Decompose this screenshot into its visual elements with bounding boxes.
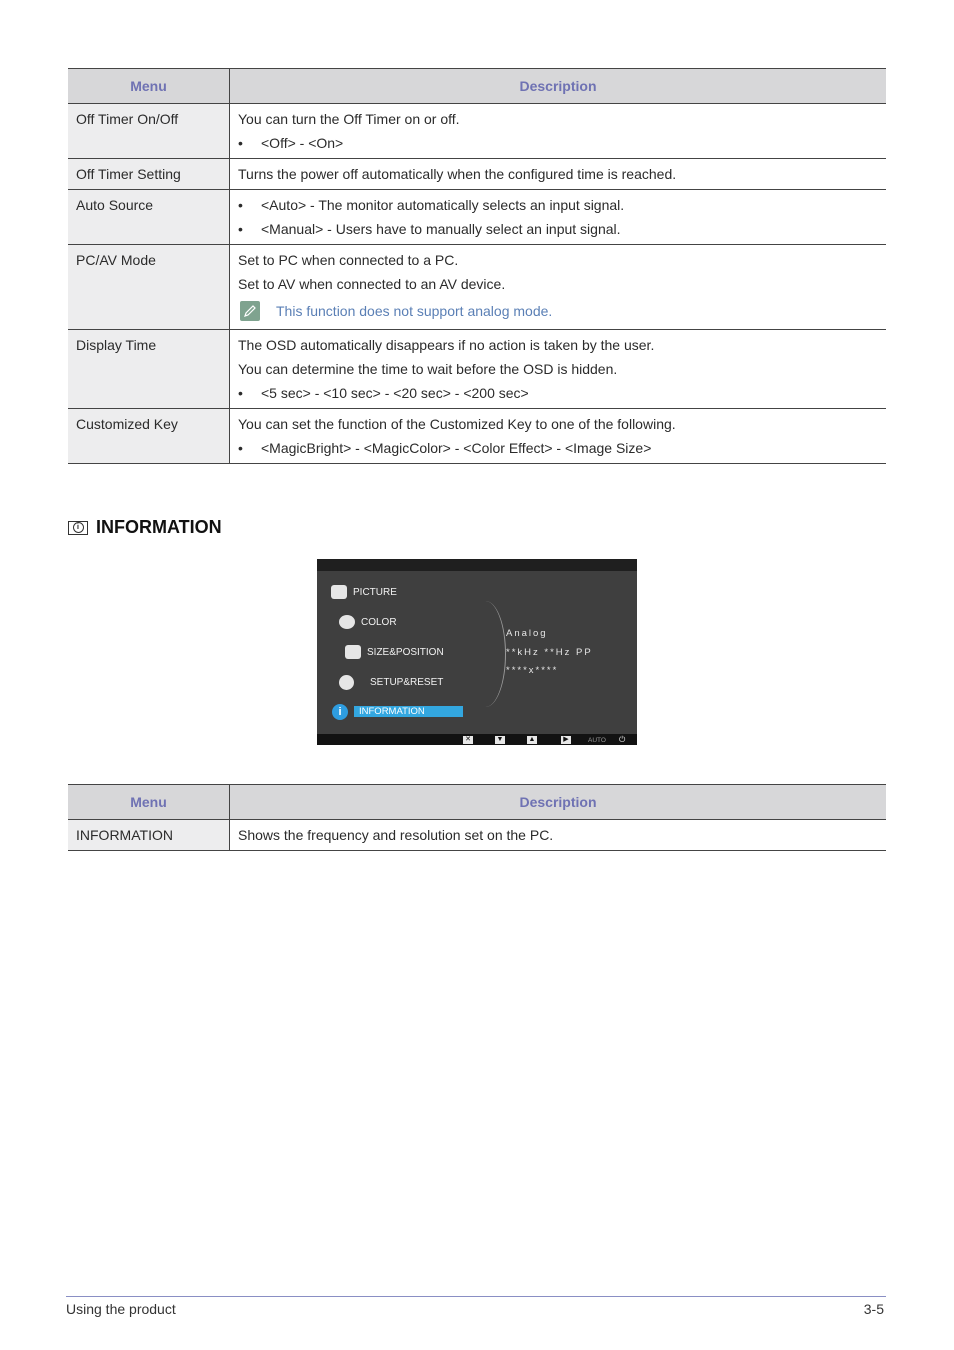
description-cell: [230, 245, 887, 330]
auto-label: AUTO: [588, 737, 606, 744]
osd-menu-information-selected: INFORMATION: [354, 706, 463, 717]
description-text: Set to AV when connected to an AV device.: [238, 276, 506, 292]
bullet-text: <Off> - <On>: [261, 135, 344, 151]
osd-menu-setup-reset: [339, 675, 443, 690]
osd-arc-divider: [465, 601, 506, 707]
description-text: You can turn the Off Timer on or off.: [238, 111, 460, 127]
palette-icon: [339, 615, 355, 629]
up-arrow-icon: ▲: [528, 736, 536, 743]
table-row: [68, 190, 886, 245]
bullet-text: <Auto> - The monitor automatically selects an input signal.: [261, 197, 625, 213]
description-cell: [230, 330, 887, 409]
osd-screenshot: [317, 559, 637, 745]
osd-menu-label: COLOR: [361, 616, 397, 628]
osd-signal: Analog: [506, 628, 548, 639]
note: [238, 301, 878, 321]
enter-arrow-icon: ▶: [561, 736, 571, 744]
table-row: [68, 820, 886, 851]
bullet-item: [238, 384, 878, 402]
menu-cell: PC/AV Mode: [68, 245, 230, 330]
description-cell: [230, 190, 887, 245]
bullet-item: [238, 220, 878, 238]
osd-menu-picture: [331, 585, 397, 599]
table-row: [68, 159, 886, 190]
picture-icon: [331, 585, 347, 599]
bullet-dot: •: [238, 440, 243, 456]
bullet-text: <5 sec> - <10 sec> - <20 sec> - <200 sec>: [261, 385, 529, 401]
information-icon: i: [332, 704, 348, 720]
table-row: [68, 409, 886, 464]
bullet-item: [238, 196, 878, 214]
description-cell: [230, 104, 887, 159]
bullet-text: <Manual> - Users have to manually select an input signal.: [261, 221, 621, 237]
info-icon: i: [68, 521, 88, 535]
section-heading: [68, 517, 222, 538]
section-title: INFORMATION: [96, 517, 222, 537]
bullet-dot: •: [238, 197, 243, 213]
description-text: Set to PC when connected to a PC.: [238, 252, 459, 268]
description-text: The OSD automatically disappears if no action is taken by the user.: [238, 337, 655, 353]
menu-cell: Off Timer On/Off: [68, 104, 230, 159]
osd-resolution: ****x****: [506, 665, 559, 676]
menu-cell: INFORMATION: [68, 820, 230, 851]
bullet-text: <MagicBright> - <MagicColor> - <Color Effect> - <Image Size>: [261, 440, 652, 456]
information-table: [68, 784, 886, 851]
osd-menu-color: [339, 615, 397, 629]
menu-cell: Off Timer Setting: [68, 159, 230, 190]
bullet-item: [238, 439, 878, 457]
description-cell: [230, 409, 887, 464]
osd-top-bar: [317, 559, 637, 571]
settings-table: [68, 68, 886, 464]
gear-icon: [339, 675, 354, 690]
menu-header: Menu: [68, 785, 230, 820]
table-row: [68, 330, 886, 409]
bullet-dot: •: [238, 135, 243, 151]
osd-menu-label: SETUP&RESET: [370, 677, 444, 688]
page-number: 3-5: [863, 1301, 884, 1317]
osd-menu-label: SIZE&POSITION: [367, 646, 444, 658]
description-header: Description: [230, 785, 887, 820]
footer-section-title: Using the product: [66, 1301, 176, 1317]
close-icon: ✕: [463, 736, 473, 744]
note-text: This function does not support analog mode.: [276, 303, 553, 319]
size-position-icon: [345, 645, 361, 659]
menu-cell: Display Time: [68, 330, 230, 409]
table-row: [68, 245, 886, 330]
table-row: [68, 104, 886, 159]
bullet-item: [238, 134, 878, 152]
power-icon: ⏻: [619, 735, 626, 744]
osd-menu-size-position: [345, 645, 444, 659]
osd-frequency: **kHz **Hz PP: [506, 647, 593, 658]
footer-divider: [66, 1296, 886, 1297]
bullet-dot: •: [238, 385, 243, 401]
osd-menu-label: PICTURE: [353, 586, 397, 598]
description-cell: Shows the frequency and resolution set on the PC.: [230, 820, 887, 851]
description-text: You can determine the time to wait before the OSD is hidden.: [238, 361, 618, 377]
menu-cell: Auto Source: [68, 190, 230, 245]
description-text: You can set the function of the Customized Key to one of the following.: [238, 416, 676, 432]
bullet-dot: •: [238, 221, 243, 237]
menu-cell: Customized Key: [68, 409, 230, 464]
down-arrow-icon: ▼: [496, 736, 504, 743]
description-cell: Turns the power off automatically when the configured time is reached.: [230, 159, 887, 190]
menu-header: Menu: [68, 69, 230, 104]
note-pencil-icon: [240, 301, 260, 321]
description-header: Description: [230, 69, 887, 104]
